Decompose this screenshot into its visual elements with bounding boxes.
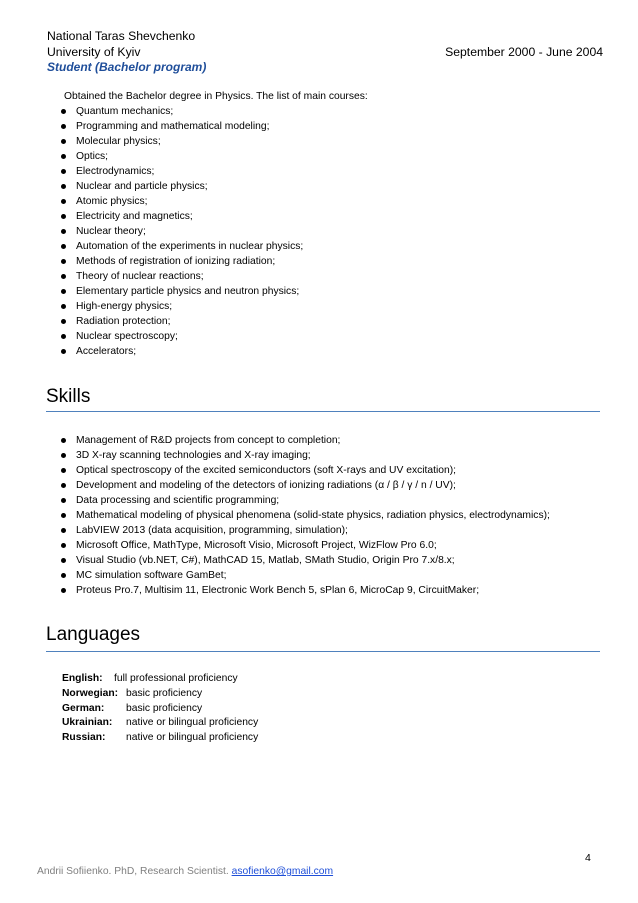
education-dates: September 2000 - June 2004 [445, 44, 603, 59]
course-item: Nuclear and particle physics; [60, 179, 303, 194]
languages-divider [46, 651, 600, 652]
course-item: Electrodynamics; [60, 164, 303, 179]
education-header [47, 29, 603, 76]
skill-item: Microsoft Office, MathType, Microsoft Visio, Microsoft Project, WizFlow Pro 6.0; [60, 538, 550, 553]
page-footer [37, 866, 333, 877]
skills-divider [46, 411, 600, 412]
course-item: Accelerators; [60, 344, 303, 359]
skill-item: Data processing and scientific programming; [60, 493, 550, 508]
course-item: High-energy physics; [60, 299, 303, 314]
language-level: full professional proficiency [114, 673, 238, 684]
skill-item: Management of R&D projects from concept to completion; [60, 433, 550, 448]
institution-name-line1: National Taras Shevchenko [47, 29, 196, 43]
skill-item: MC simulation software GamBet; [60, 568, 550, 583]
language-level: basic proficiency [126, 702, 203, 714]
skill-item: Proteus Pro.7, Multisim 11, Electronic Work Bench 5, sPlan 6, MicroCap 9, CircuitMaker; [60, 583, 550, 598]
language-name: Russian: [62, 732, 106, 744]
skill-item: Development and modeling of the detectors of ionizing radiations (α / β / γ / n / UV); [60, 478, 550, 493]
languages-heading: Languages [46, 624, 141, 645]
skill-item: Mathematical modeling of physical phenomena (solid-state physics, radiation physics, electrodynamics); [60, 508, 550, 523]
language-name: English: [62, 673, 103, 684]
course-item: Optics; [60, 149, 303, 164]
language-level: basic proficiency [126, 687, 203, 699]
language-name: Ukrainian: [62, 717, 113, 729]
language-name: Norwegian: [62, 687, 119, 699]
course-item: Elementary particle physics and neutron physics; [60, 284, 303, 299]
course-item: Nuclear theory; [60, 224, 303, 239]
institution-name-line2: University of Kyiv [47, 44, 141, 59]
skills-list [60, 433, 550, 598]
course-item: Methods of registration of ionizing radiation; [60, 254, 303, 269]
email-link[interactable]: asofienko@gmail.com [231, 866, 334, 877]
course-item: Electricity and magnetics; [60, 209, 303, 224]
course-list [60, 104, 303, 359]
course-item: Quantum mechanics; [60, 104, 303, 119]
skill-item: 3D X-ray scanning technologies and X-ray imaging; [60, 448, 550, 463]
education-role: Student (Bachelor program) [47, 60, 207, 74]
language-level: native or bilingual proficiency [126, 717, 259, 729]
skill-item: Visual Studio (vb.NET, C#), MathCAD 15, Matlab, SMath Studio, Origin Pro 7.x/8.x; [60, 553, 550, 568]
course-item: Molecular physics; [60, 134, 303, 149]
footer-author: Andrii Sofiienko. PhD, Research Scientist. [37, 866, 229, 877]
page-number: 4 [585, 852, 591, 864]
skill-item: Optical spectroscopy of the excited semiconductors (soft X-rays and UV excitation); [60, 463, 550, 478]
course-item: Atomic physics; [60, 194, 303, 209]
skills-heading: Skills [46, 386, 91, 407]
language-name: German: [62, 702, 105, 714]
course-item: Radiation protection; [60, 314, 303, 329]
course-item: Theory of nuclear reactions; [60, 269, 303, 284]
skill-item: LabVIEW 2013 (data acquisition, programming, simulation); [60, 523, 550, 538]
course-item: Programming and mathematical modeling; [60, 119, 303, 134]
course-item: Nuclear spectroscopy; [60, 329, 303, 344]
course-item: Automation of the experiments in nuclear physics; [60, 239, 303, 254]
language-level: native or bilingual proficiency [126, 732, 259, 744]
education-intro: Obtained the Bachelor degree in Physics. The list of main courses: [64, 91, 368, 102]
